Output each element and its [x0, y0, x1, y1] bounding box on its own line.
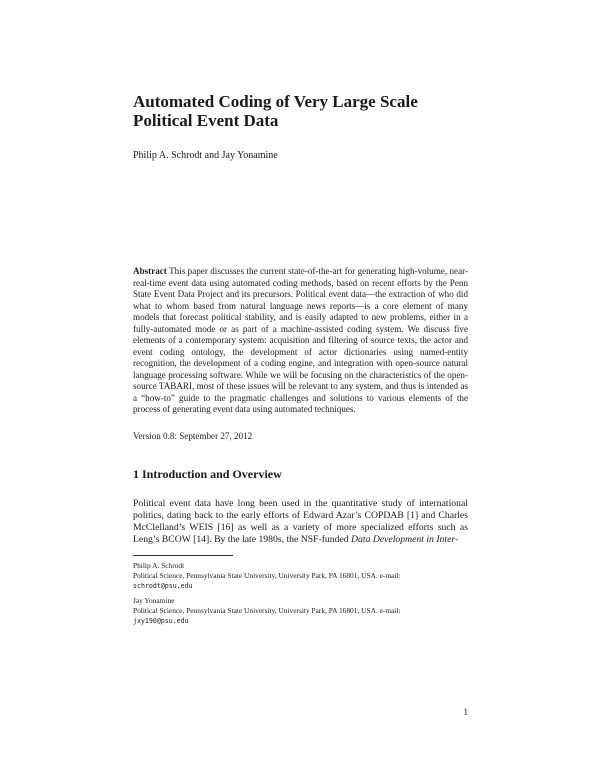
version-line: Version 0.8: September 27, 2012: [133, 431, 253, 441]
author-list: Philip A. Schrodt and Jay Yonamine: [133, 150, 278, 161]
paper-title: Automated Coding of Very Large Scale Political Event Data: [133, 92, 418, 130]
footnote-affiliation: Political Science, Pennsylvania State University, University Park, PA 16801, USA. e-mail:: [133, 570, 401, 580]
abstract: [133, 266, 468, 416]
author-footnote: [133, 596, 468, 626]
abstract-label: Abstract: [133, 266, 167, 276]
footnote-email: schrodt@psu.edu: [133, 581, 193, 590]
footnote-author-name: Philip A. Schrodt: [133, 561, 185, 570]
section-heading: 1 Introduction and Overview: [133, 467, 282, 481]
footnote-divider: [133, 555, 233, 556]
intro-paragraph: [133, 498, 468, 546]
footnote-affiliation: Political Science, Pennsylvania State University, University Park, PA 16801, USA. e-mail:: [133, 605, 401, 615]
intro-text: Political event data have long been used in the quantitative study of international politics, dating back to the early efforts of Edward Azar’s COPDAB [1] and Charles McClelland’s WEIS [16] as well as a variety of more specialized efforts such as Leng’s BCOW [14]. By the late 1980s, the NSF-funded: [133, 498, 468, 545]
abstract-text: This paper discusses the current state-of-the-art for generating high-volume, near-real-time event data using automated coding methods, based on recent efforts by the Penn State Event Data Project and its precursors. Political event data—the extraction of who did what to whom based from natural language news reports—is a core element of many models that forecast political stability, and is easily adapted to new problems, either in a fully-automated mode or as part of a machine-assisted coding system. We discuss five elements of a contemporary system: acquisition and filtering of source texts, the actor and event coding ontology, the development of actor dictionaries using named-entity recognition, the development of a coding engine, and integration with open-source natural language processing software. While we will be focusing on the characteristics of the open-source TABARI, most of these issues will be relevant to any system, and thus is intended as a “how-to” guide to the pragmatic challenges and solutions to various elements of the process of generating event data using automated techniques.: [133, 266, 469, 414]
footnote-author-name: Jay Yonamine: [133, 596, 175, 605]
footnote-email: jxy190@psu.edu: [133, 616, 189, 625]
page-number: 1: [463, 707, 468, 717]
intro-italic-text: Data Development in Inter-: [351, 534, 459, 545]
author-footnote: [133, 561, 468, 591]
